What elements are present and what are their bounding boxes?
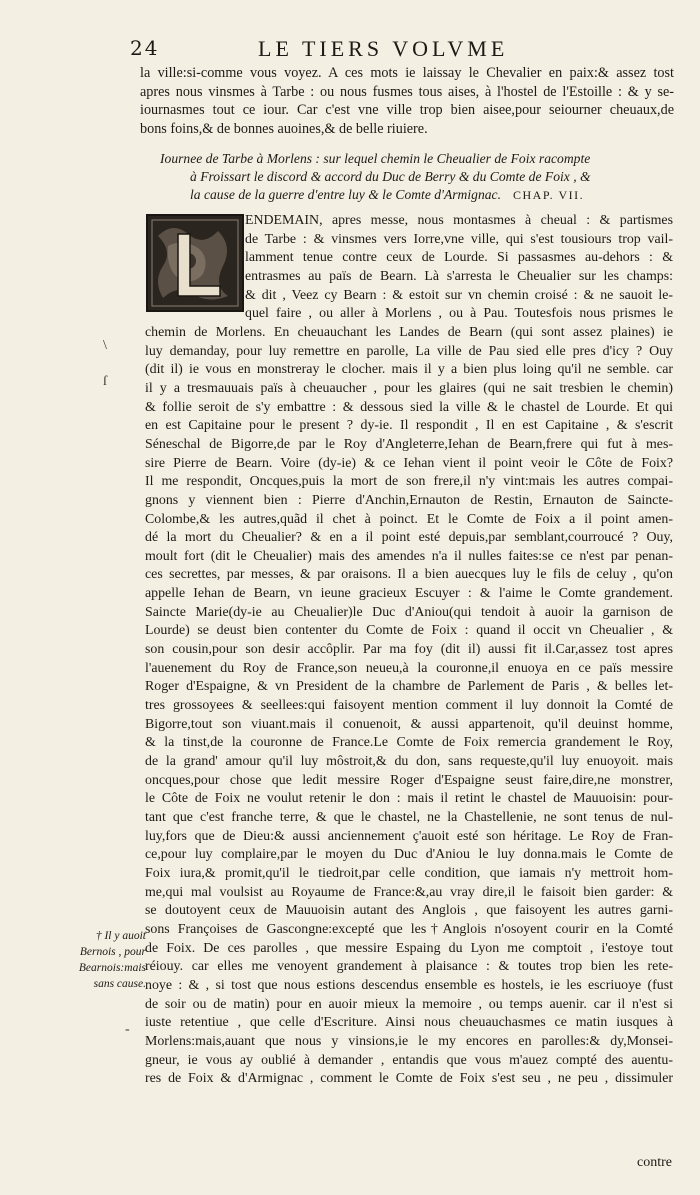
- text-line: lamment tenue contre ceux de Lourde. Si passasmes au-dehors : &: [245, 250, 673, 266]
- text-line: sons Françoises de Gascongne:excepté que les†Anglois n'osoyent courir en la Comté: [145, 921, 673, 937]
- marginal-mark: -: [125, 1022, 130, 1037]
- text-line: apres nous vinsmes à Tarbe : ou nous fusmes tous aises, à l'hostel de l'Estoille : & y se-: [140, 83, 674, 100]
- text-line: iuste retentiue , que celle d'Escriture. Ainsi nous cheuauchasmes ce matin iusques à: [145, 1015, 673, 1031]
- text-line: luy,fors que de Dieu:& aussi anciennement ç'auoit esté son héritage. Le Roy de Fran-: [145, 828, 673, 844]
- text-line: Roger d'Espaigne, & vn President de la chambre de Parlement de Paris , & belles let-: [145, 679, 673, 695]
- text-line: de la grand' amour qu'il luy môstroit,& du don, sans requeste,qu'il luy enuoyoit. mais: [145, 754, 673, 770]
- text-line: en est Capitaine pour le present ? dy-ie. Il respondit , Il en est Capitaine , & s'escrit: [145, 418, 673, 434]
- text-line: & dit , Veez cy Bearn : & estoit sur vn chemin croisé : & ne sauoit le-: [245, 287, 673, 303]
- text-line: gnons y viennent bien : Pierre d'Anchin,Ernauton de Restin, Ernauton de Saincte-: [145, 492, 673, 508]
- text-line: chemin de Morlens. En cheuauchant les Landes de Bearn (qui sont assez plaines) ie: [145, 324, 673, 340]
- text-line: ces secrettes, par messes, & par oraisons. Il a bien auecques luy le fils de celuy , qu'on: [145, 567, 673, 583]
- text-line: me,qui mal voulsist au Royaume de France:&,au vray dire,il le faisoit bien garder: &: [145, 884, 673, 900]
- text-line: Colombe,& les autres,quãd il chet à poinct. Et le Comte de Foix a il point amen-: [145, 511, 673, 527]
- marginal-mark: \: [103, 338, 107, 353]
- text-line: de Tarbe : & vinsmes vers Iorre,vne ville, qui s'est tousiours trop vail-: [245, 231, 673, 247]
- chapter-heading-text: la cause de la guerre d'entre luy & le Comte d'Armignac.: [190, 187, 501, 202]
- text-line: Il me respondit, Oncques,puis la mort de son frere,il n'y vint:mais les autres compai-: [145, 474, 673, 490]
- text-line: luy demanday, pour luy remettre en parolle, La ville de Pau sied elle pres d'icy ? Ouy: [145, 343, 673, 359]
- intro-paragraph: [140, 64, 674, 139]
- margin-note-line: sans cause.: [93, 978, 146, 990]
- text-line: sire Pierre de Bearn. Voire (dy-ie) & ce Iehan vient il point veoir le Côte de Foix?: [145, 455, 673, 471]
- text-line: Foix iura,& promit,qu'il le tiedroit,par celle condition, que iamais n'y mettroit hom-: [145, 865, 673, 881]
- text-line: tant que c'est franche terre, & que le chastel, ne la Chastellenie, ne sont tenus de nul-: [145, 810, 673, 825]
- text-line: son cousin,pour son desir accôplir. Par ma foy (dit il) aussi fit il.Car,assez tost apres: [145, 642, 673, 658]
- margin-note-line: † Il y auoit: [95, 930, 146, 942]
- running-title: LE TIERS VOLVME: [258, 36, 509, 61]
- text-line: moult fort (dit le Cheualier) mais des amendes n'a il nulles faites:se ce n'est par penan-: [145, 548, 673, 564]
- catchword: contre: [637, 1155, 672, 1170]
- chapter-heading: [160, 150, 670, 204]
- page-number: 24: [130, 36, 160, 60]
- text-line: Lourde) se deust bien contenter du Comte de Foix : quand il occit vn Cheualier , &: [145, 623, 673, 639]
- text-line: Saincte Marie(dy-ie au Cheualier)le Duc d'Aniou(qui tendoit à auoir la garnison de: [145, 604, 673, 620]
- chapter-label: CHAP. VII.: [512, 188, 585, 202]
- text-line: de Foix. De ces parolles , que messire Espaing du Lyon me comptoit , i'estoye tout: [145, 940, 673, 956]
- chapter-heading-line: [160, 186, 670, 204]
- text-line: entrasmes au païs de Bearn. Là s'arresta le Cheualier sur les champs:: [245, 268, 673, 284]
- text-line: quel faire , ou aller à Morlens , ou à Pau. Toutesfois nous prismes le: [245, 306, 673, 322]
- margin-note: [54, 928, 146, 992]
- main-text: [145, 212, 673, 1089]
- text-line: tres grossoyees & seellees:qui faisoyent mention comment il luy donnoit la Comté de: [145, 698, 673, 714]
- text-line: ENDEMAIN, apres messe, nous montasmes à cheual : & partismes: [245, 213, 673, 228]
- text-line: & follie seroit de s'y embattre : & dessous sied la ville & le chastel de Lourde. Et qui: [145, 399, 673, 415]
- text-line: noye : & , si tost que nous estions descendus ensemble es hostels, ie les escriuoye (fust: [145, 977, 673, 993]
- text-line: (dit il) ie vous en monstreray le clocher. mais il y a bien plus loing qu'il ne semble. car: [145, 362, 673, 378]
- chapter-heading-line: Iournee de Tarbe à Morlens : sur lequel chemin le Cheualier de Foix racompte: [160, 151, 591, 166]
- marginal-mark: ſ: [103, 374, 107, 389]
- margin-note-line: Bearnois:mais: [78, 962, 146, 974]
- text-line: Séneschal de Bigorre,de par le Roy d'Angleterre,Iehan de Bearn,frere qui fut à mes-: [145, 436, 673, 452]
- text-line: Morlens:mais,auant que nous y vinsions,ie le my encores en parolles:& dy,Monsei-: [145, 1033, 673, 1049]
- text-line: & la tinst,de la couronne de France.Le Comte de Foix remercia grandement le Roy,: [145, 735, 673, 751]
- text-line: ce,pour luy complaire,par le moyen du Duc d'Aniou le luy donna.mais le Comte de: [145, 847, 673, 863]
- text-line: gneur, ie vous ay oublié à demander , entandis que vous m'auez compté des auentu-: [145, 1052, 673, 1068]
- text-line: se doutoyent ceux de Mauuoisin autant des Anglois , que faisoyent les autres garni-: [145, 903, 673, 919]
- margin-note-line: Bernois , pour: [79, 946, 146, 958]
- text-line: de soir ou de matin) pour en auoir mieux la memoire , ou temps auenir. car il n'est si: [145, 996, 673, 1012]
- text-line: dé la mort du Cheualier? & en a il point esté depuis,par semblant,courroucé ? Ouy,: [145, 530, 673, 546]
- text-line: l'auenement du Roy de France,son neueu,à la couronne,il enuoya en ce païs messire: [145, 660, 673, 676]
- text-line: appelle Iehan de Bearn, vn ieune gracieux Escuyer : & l'aime le Comte grandement.: [145, 586, 673, 602]
- text-line: il y a tresmauuais païs à cheuaucher , pour les glaires (qui ne sait tresbien le chemin): [145, 380, 673, 396]
- text-line: la ville:si-comme vous voyez. A ces mots ie laissay le Chevalier en paix:& assez tost: [140, 65, 674, 81]
- text-line: oncques,pour chose que ledit messire Roger d'Espaigne seust faire,dire,ne monstrer,: [145, 772, 673, 788]
- chapter-heading-line: à Froissart le discord & accord du Duc de Berry & du Comte de Foix , &: [190, 169, 591, 184]
- text-line: le Côte de Foix ne voulut retenir le don : mais il retint le chastel de Mauuoisin: pour-: [145, 791, 673, 807]
- text-line: réiouy. car elles me venoyent grandement à plaisance : & toutes trop bien les rete-: [145, 959, 673, 975]
- text-line: res de Foix & d'Armignac , comment le Comte de Foix s'est seu , ne peu , dissimuler: [145, 1071, 673, 1087]
- text-line: iournasmes tout ce iour. Car c'est vne ville trop bien aisee,pour seiourner cheuaux,de: [140, 102, 674, 119]
- text-line: bons foins,& de bonnes auoines,& de belle riuiere.: [140, 121, 428, 138]
- text-line: Bigorre,tout son viuant.mais il conuenoit, & aussi appartenoit, qu'il deuinst homme,: [145, 716, 673, 732]
